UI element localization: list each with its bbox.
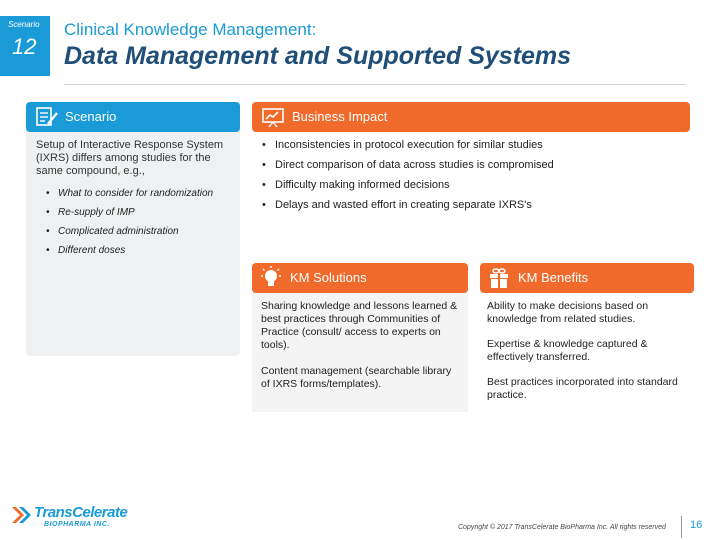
business-impact-header <box>252 102 690 132</box>
copyright-notice: Copyright © 2017 TransCelerate BioPharma Inc. All rights reserved <box>458 524 666 531</box>
km-benefits-paragraph: Best practices incorporated into standard practice. <box>487 376 678 401</box>
badge-label: Scenario <box>8 20 40 29</box>
page-subtitle: Clinical Knowledge Management: <box>64 20 317 39</box>
km-benefits-paragraph: Expertise & knowledge captured & effectively transferred. <box>487 338 648 363</box>
document-pencil-icon <box>35 106 59 128</box>
business-impact-list <box>262 139 554 219</box>
list-item: • Direct comparison of data across studies is compromised <box>262 159 554 179</box>
km-solutions-heading: KM Solutions <box>290 270 367 285</box>
list-item: • Re-supply of IMP <box>46 206 213 225</box>
scenario-bullet-list <box>46 187 213 263</box>
list-item: • Complicated administration <box>46 225 213 244</box>
page-title: Data Management and Supported Systems <box>64 42 572 70</box>
km-solutions-paragraph: Sharing knowledge and lessons learned & best practices through Communities of Practice (consult/ access to experts on tools). <box>261 300 458 351</box>
list-item: • Difficulty making informed decisions <box>262 179 554 199</box>
list-item: • Inconsistencies in protocol execution for similar studies <box>262 139 554 159</box>
logo-subtitle: BIOPHARMA INC. <box>44 521 110 528</box>
list-item: • Delays and wasted effort in creating separate IXRS's <box>262 199 554 219</box>
footer-divider <box>681 516 682 538</box>
business-impact-heading: Business Impact <box>292 109 388 124</box>
km-benefits-paragraph: Ability to make decisions based on knowledge from related studies. <box>487 300 649 325</box>
list-item: • What to consider for randomization <box>46 187 213 206</box>
title-divider <box>64 84 686 85</box>
gift-icon <box>488 267 510 289</box>
presentation-chart-icon <box>261 106 285 128</box>
km-benefits-heading: KM Benefits <box>518 270 589 285</box>
lightbulb-icon <box>259 266 283 290</box>
scenario-description: Setup of Interactive Response System (IXRS) differs among studies for the same compound, e.g., <box>36 139 224 177</box>
list-item: • Different doses <box>46 244 213 263</box>
km-solutions-paragraph: Content management (searchable library of IXRS forms/templates). <box>261 365 452 390</box>
scenario-heading: Scenario <box>65 109 117 124</box>
logo-mark-icon <box>10 504 32 526</box>
scenario-header <box>26 102 240 132</box>
page-number: 16 <box>690 519 703 531</box>
badge-number: 12 <box>12 34 37 59</box>
logo-name: TransCelerate <box>34 504 128 521</box>
km-solutions-header <box>252 263 468 293</box>
scenario-badge <box>0 16 50 76</box>
km-benefits-header <box>480 263 694 293</box>
